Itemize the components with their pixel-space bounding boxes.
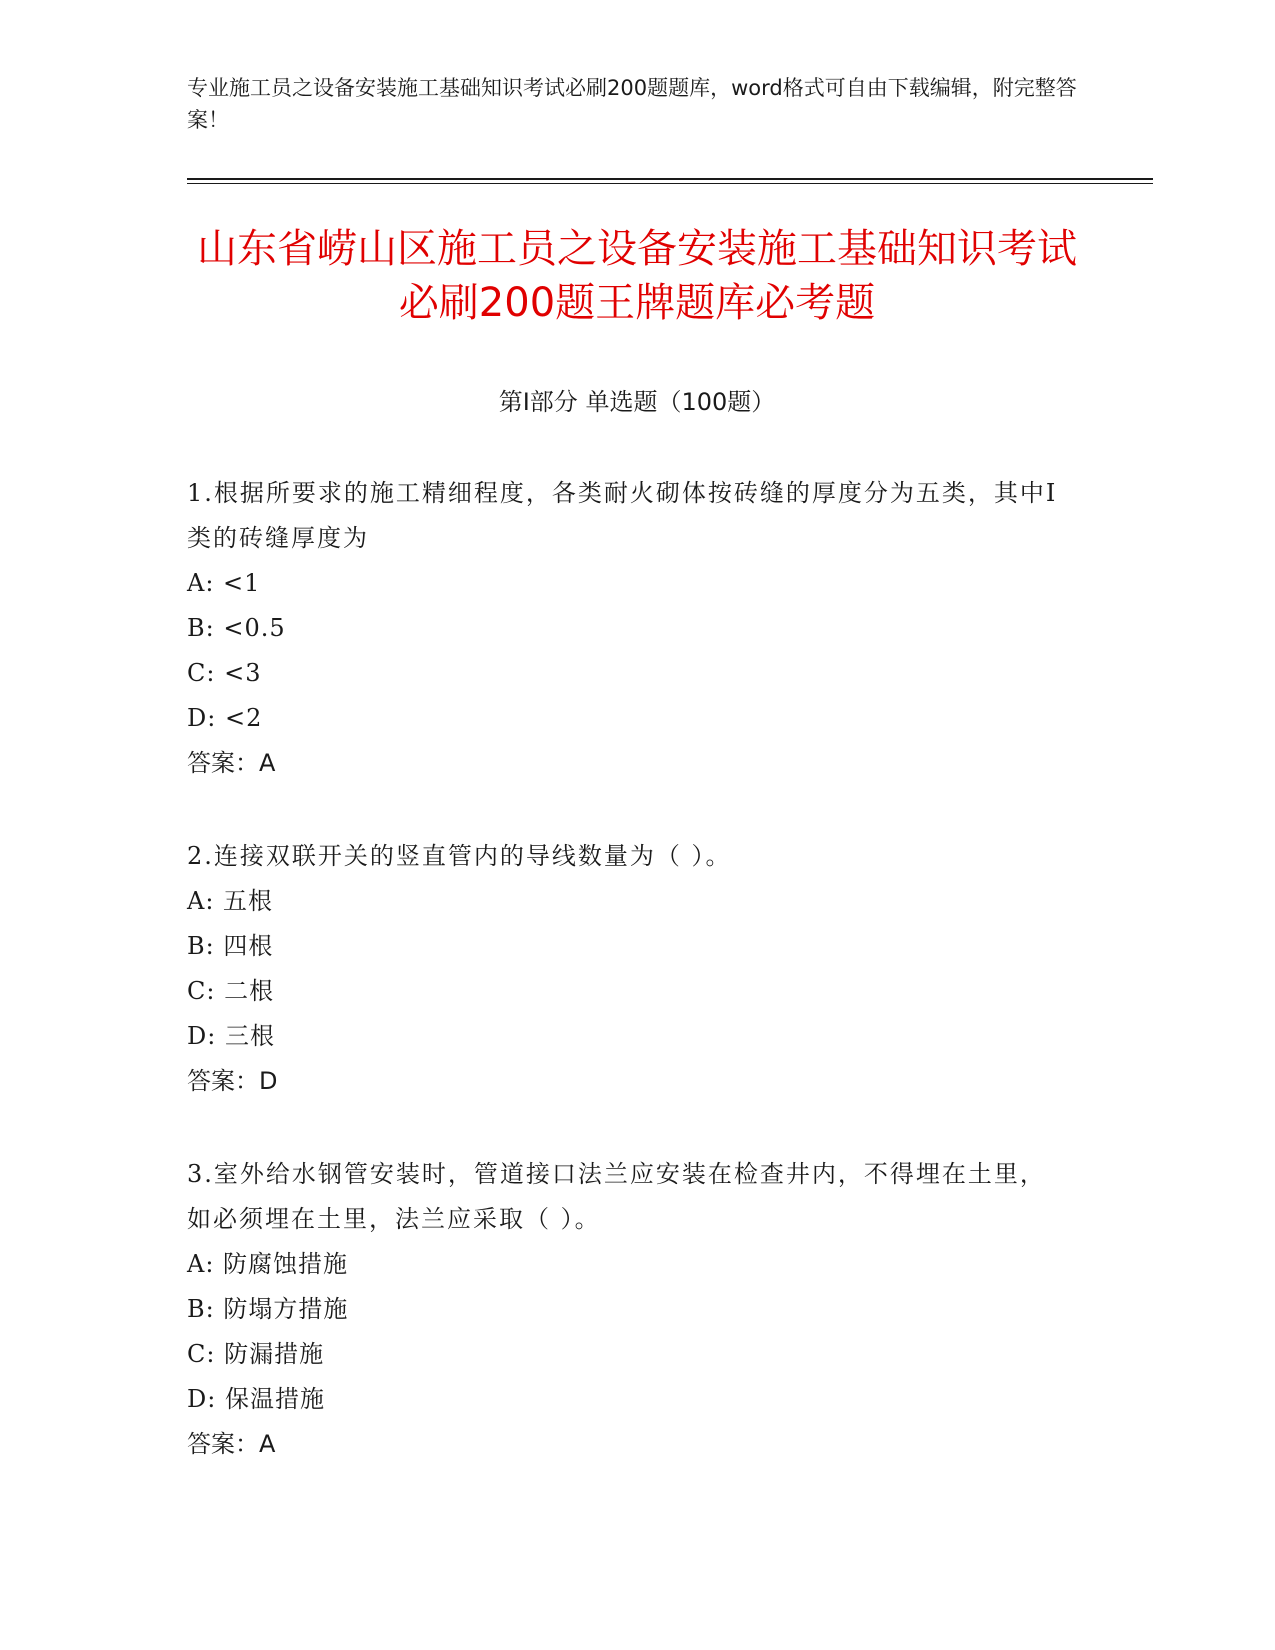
option-a: A: 防腐蚀措施 (187, 1250, 349, 1278)
section-heading: 第Ⅰ部分 单选题（100题） (498, 388, 776, 416)
question-3 (187, 1152, 1067, 1467)
option-c: C: <3 (187, 659, 262, 687)
header-divider (187, 178, 1153, 185)
option-a: A: <1 (187, 569, 261, 597)
question-stem: 2.连接双联开关的竖直管内的导线数量为（ ）。 (187, 842, 732, 870)
answer: 答案：A (187, 749, 276, 777)
option-d: D: 保温措施 (187, 1385, 325, 1413)
header-divider-thin (187, 183, 1153, 184)
option-d: D: <2 (187, 704, 263, 732)
question-stem: 3.室外给水钢管安装时，管道接口法兰应安装在检查井内，不得埋在土里，如必须埋在土里，法兰应采取（ ）。 (187, 1160, 1046, 1233)
option-b: B: 四根 (187, 932, 274, 960)
answer: 答案：A (187, 1430, 276, 1458)
header-note: 专业施工员之设备安装施工基础知识考试必刷200题题库，word格式可自由下载编辑，附完整答案！ (187, 76, 1077, 132)
option-b: B: <0.5 (187, 614, 286, 642)
question-2 (187, 834, 1067, 1104)
answer: 答案：D (187, 1067, 278, 1095)
option-d: D: 三根 (187, 1022, 275, 1050)
header-divider-thick (187, 178, 1153, 180)
option-c: C: 防漏措施 (187, 1340, 325, 1368)
option-a: A: 五根 (187, 887, 274, 915)
question-1 (187, 471, 1067, 786)
document-title: 山东省崂山区施工员之设备安装施工基础知识考试必刷200题王牌题库必考题 (197, 226, 1077, 326)
option-c: C: 二根 (187, 977, 275, 1005)
option-b: B: 防塌方措施 (187, 1295, 349, 1323)
question-stem: 1.根据所要求的施工精细程度，各类耐火砌体按砖缝的厚度分为五类，其中Ⅰ类的砖缝厚度为 (187, 479, 1058, 552)
